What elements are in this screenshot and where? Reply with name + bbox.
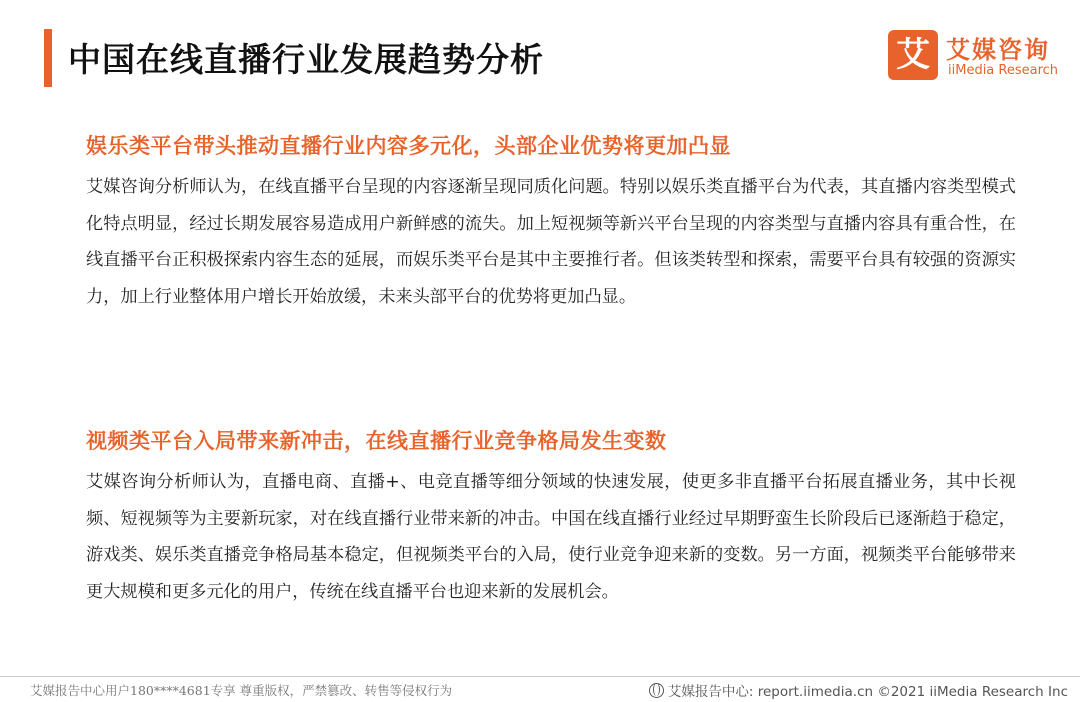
logo-english-name: iiMedia Research	[948, 63, 1059, 78]
section-body: 艾媒咨询分析师认为，在线直播平台呈现的内容逐渐呈现同质化问题。特别以娱乐类直播平台为代表，其直播内容类型模式化特点明显，经过长期发展容易造成用户新鲜感的流失。加上短视频等新兴平台呈现的内容类型与直播内容具有重合性，在线直播平台正积极探索内容生态的延展，而娱乐类平台是其中主要推行者。但该类转型和探索，需要平台具有较强的资源实力，加上行业整体用户增长开始放缓，未来头部平台的优势将更加凸显。	[86, 177, 1016, 307]
title-accent-bar	[44, 29, 52, 87]
section-entertainment	[86, 130, 1016, 315]
section-body: 艾媒咨询分析师认为，直播电商、直播+、电竞直播等细分领域的快速发展，使更多非直播平台拓展直播业务，其中长视频、短视频等为主要新玩家，对在线直播行业带来新的冲击。中国在线直播行业经过早期野蛮生长阶段后已逐渐趋于稳定，游戏类、娱乐类直播竞争格局基本稳定，但视频类平台的入局，使行业竞争迎来新的变数。另一方面，视频类平台能够带来更大规模和更多元化的用户，传统在线直播平台也迎来新的发展机会。	[86, 472, 1016, 602]
section-heading: 视频类平台入局带来新冲击，在线直播行业竞争格局发生变数	[86, 429, 667, 453]
section-heading: 娱乐类平台带头推动直播行业内容多元化，头部企业优势将更加凸显	[86, 134, 731, 158]
footer-divider	[0, 676, 1080, 677]
page-title: 中国在线直播行业发展趋势分析	[68, 40, 544, 79]
footer-copyright-notice: 艾媒报告中心用户180****4681专享 尊重版权，严禁篡改、转售等侵权行为	[30, 683, 453, 698]
footer-source-text: 艾媒报告中心: report.iimedia.cn ©2021 iiMedia Research Inc	[667, 684, 1068, 700]
logo-chinese-name: 艾媒咨询	[946, 36, 1050, 64]
globe-icon	[649, 683, 664, 698]
section-video-platforms	[86, 425, 1016, 610]
iimedia-logo	[888, 30, 1063, 82]
logo-mark-icon: 艾	[888, 30, 938, 80]
footer-source	[649, 680, 1068, 700]
